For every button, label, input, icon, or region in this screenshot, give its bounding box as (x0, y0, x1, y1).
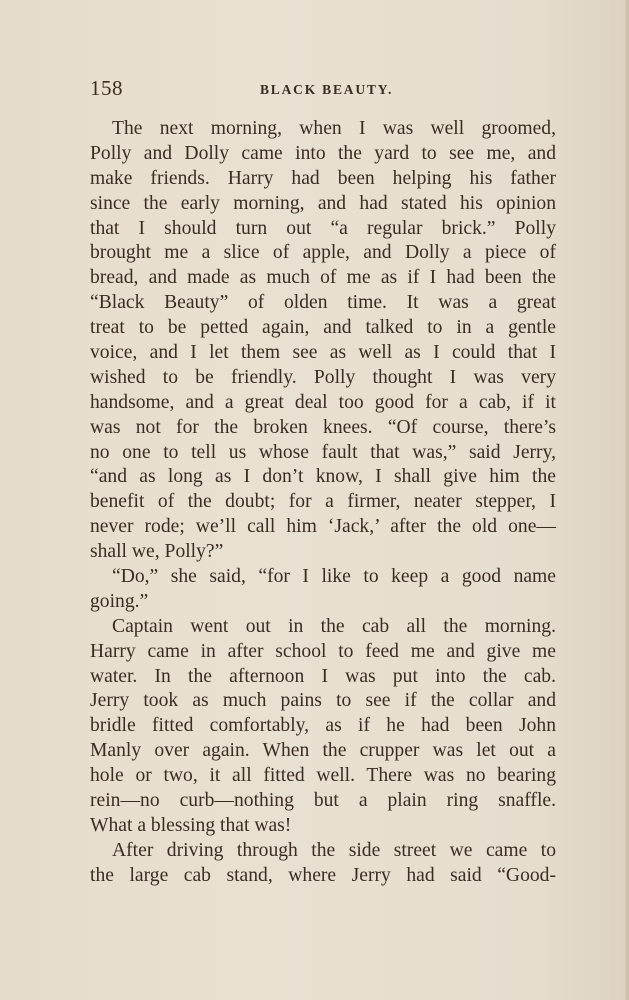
text-line: since the early morning, and had stated his opinion (90, 192, 556, 214)
text-line: make friends. Harry had been helping his father (90, 167, 556, 189)
text-line: treat to be petted again, and talked to in a gentle (90, 317, 556, 339)
text-line: never rode; we’ll call him ‘Jack,’ after the old one— (90, 516, 556, 538)
text-line: “Black Beauty” of olden time. It was a great (90, 292, 556, 314)
text-line: benefit of the doubt; for a firmer, neater stepper, I (90, 491, 556, 513)
text-line: that I should turn out “a regular brick.” Polly (90, 217, 556, 239)
text-line: Manly over again. When the crupper was let out a (90, 740, 556, 762)
text-line: After driving through the side street we came to (112, 839, 556, 861)
text-line: bridle fitted comfortably, as if he had been John (90, 715, 556, 737)
text-line: The next morning, when I was well groomed, (112, 118, 556, 139)
text-line: no one to tell us whose fault that was,” said Jerry, (90, 441, 556, 463)
text-line: What a blessing that was! (90, 814, 292, 836)
page-number: 158 (90, 76, 123, 100)
text-line: Polly and Dolly came into the yard to see me, and (90, 142, 556, 164)
text-line: Jerry took as much pains to see if the collar and (90, 690, 556, 712)
text-line: brought me a slice of apple, and Dolly a piece of (90, 242, 556, 264)
text-line: “Do,” she said, “for I like to keep a good name (112, 566, 556, 588)
page-header (90, 76, 556, 102)
text-line: hole or two, it all fitted well. There was no bearing (90, 765, 556, 787)
text-line: Captain went out in the cab all the morning. (112, 615, 556, 637)
text-line: voice, and I let them see as well as I could that I (90, 342, 556, 364)
page-edge (625, 0, 629, 1000)
text-line: shall we, Polly?” (90, 541, 224, 563)
text-line: “and as long as I don’t know, I shall give him the (90, 466, 556, 488)
text-line: rein—no curb—nothing but a plain ring snaffle. (90, 790, 556, 812)
text-line: water. In the afternoon I was put into the cab. (90, 665, 556, 687)
text-line: wished to be friendly. Polly thought I was very (90, 366, 556, 388)
text-line: going.” (90, 590, 149, 612)
running-title: BLACK BEAUTY. (260, 82, 394, 97)
body-text (90, 117, 556, 889)
text-line: handsome, and a great deal too good for a cab, if it (90, 391, 556, 413)
text-line: was not for the broken knees. “Of course, there’s (90, 416, 556, 438)
text-line: Harry came in after school to feed me and give me (90, 640, 556, 662)
text-line: bread, and made as much of me as if I had been the (90, 267, 556, 289)
text-line: the large cab stand, where Jerry had said “Good- (90, 864, 556, 886)
